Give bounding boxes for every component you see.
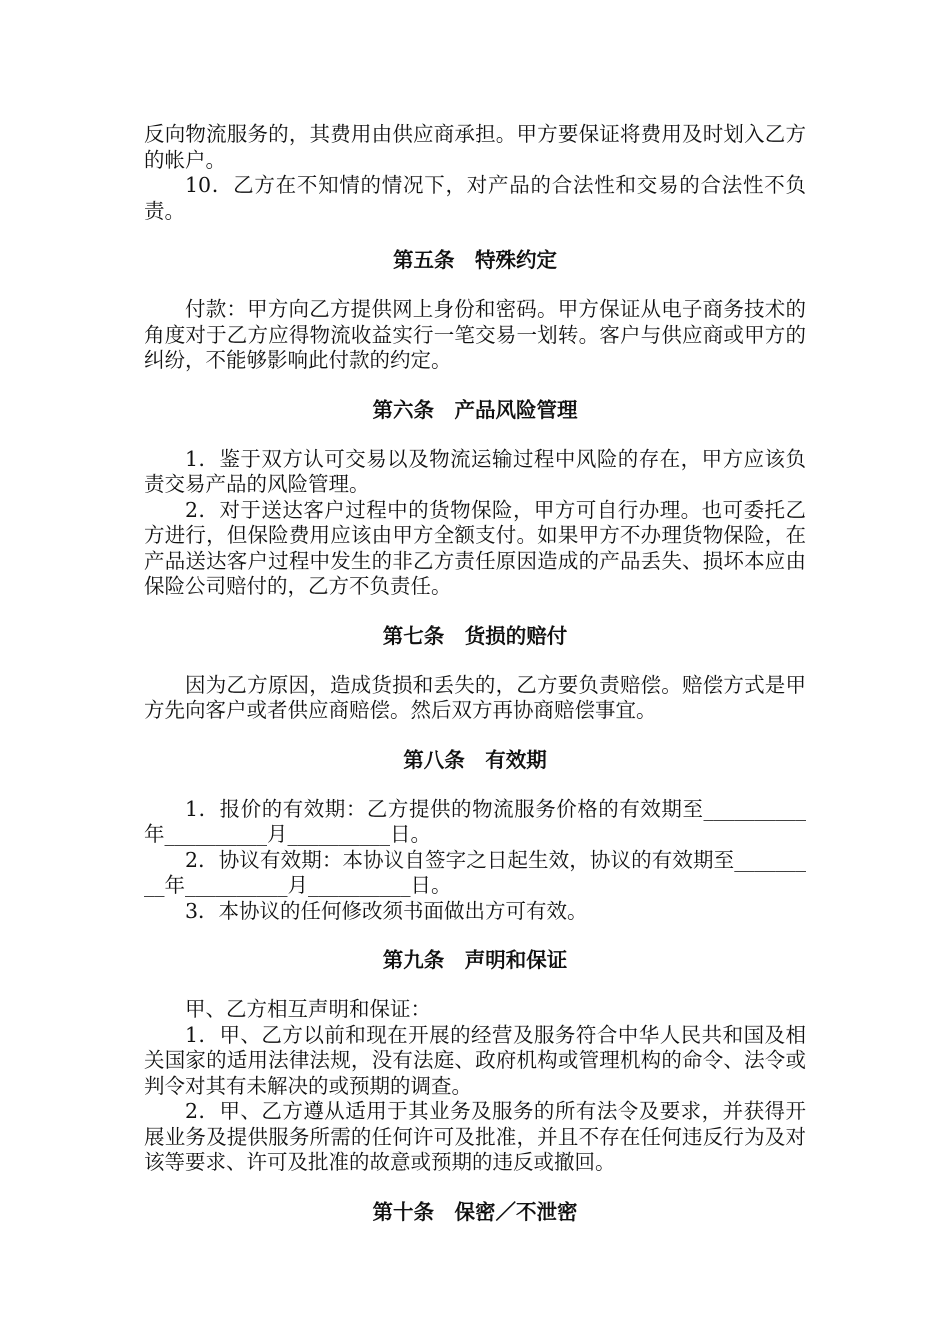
paragraph: 反向物流服务的，其费用由供应商承担。甲方要保证将费用及时划入乙方的帐户。 <box>144 122 806 172</box>
section-heading-article-6: 第六条 产品风险管理 <box>372 397 578 422</box>
paragraph-declaration-1: 1．甲、乙方以前和现在开展的经营及服务符合中华人民共和国及相关国家的适用法律法规，没有法庭、政府机构或管理机构的命令、法令或判令对其有未解决的或预期的调查。 <box>144 1022 806 1098</box>
paragraph-declaration-2: 2．甲、乙方遵从适用于其业务及服务的所有法令及要求，并获得开展业务及提供服务所需的任何许可及批准，并且不存在任何违反行为及对该等要求、许可及批准的故意或预期的违反或撤回。 <box>144 1099 806 1174</box>
section-heading-article-9: 第九条 声明和保证 <box>382 948 568 972</box>
paragraph-risk-1: 1．鉴于双方认可交易以及物流运输过程中风险的存在，甲方应该负责交易产品的风险管理。 <box>144 446 806 496</box>
document-page <box>144 122 806 1225</box>
paragraph-validity-1: 1．报价的有效期：乙方提供的物流服务价格的有效期至__________年__________月__________日。 <box>144 796 806 846</box>
section-heading-article-10: 第十条 保密／不泄密 <box>372 1199 578 1224</box>
paragraph-validity-3: 3．本协议的任何修改须书面做出方可有效。 <box>185 898 588 923</box>
section-heading-article-8: 第八条 有效期 <box>403 747 547 772</box>
paragraph-payment: 付款：甲方向乙方提供网上身份和密码。甲方保证从电子商务技术的角度对于乙方应得物流收益实行一笔交易一划转。客户与供应商或甲方的纠纷，不能够影响此付款的约定。 <box>144 297 806 372</box>
paragraph-risk-2: 2．对于送达客户过程中的货物保险，甲方可自行办理。也可委托乙方进行，但保险费用应该由甲方全额支付。如果甲方不办理货物保险，在产品送达客户过程中发生的非乙方责任原因造成的产品丢失、损坏本应由保险公司赔付的，乙方不负责任。 <box>144 497 806 598</box>
paragraph-damage-compensation: 因为乙方原因，造成货损和丢失的，乙方要负责赔偿。赔偿方式是甲方先向客户或者供应商赔偿。然后双方再协商赔偿事宜。 <box>144 672 806 722</box>
section-heading-article-7: 第七条 货损的赔付 <box>382 623 568 648</box>
section-heading-article-5: 第五条 特殊约定 <box>393 248 557 272</box>
paragraph-declaration-intro: 甲、乙方相互声明和保证： <box>185 997 431 1021</box>
paragraph-validity-2: 2．协议有效期：本协议自签字之日起生效，协议的有效期至_________年__________月__________日。 <box>144 847 806 897</box>
paragraph-clause-10: 10．乙方在不知情的情况下，对产品的合法性和交易的合法性不负责。 <box>144 173 806 223</box>
